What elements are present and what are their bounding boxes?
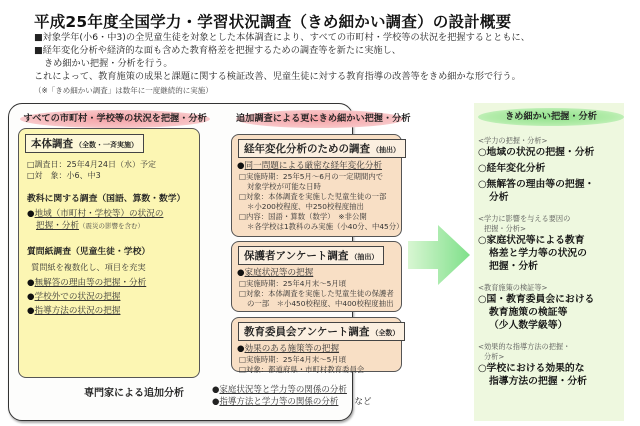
mid-pill-heading: 追加調査による更にきめ細かい把握・分析: [236, 110, 404, 128]
analysis-item-cont: 把握・分析: [489, 261, 538, 272]
parent-survey-box: [231, 241, 402, 312]
subject-bullet-cont: 把握・分析（震災の影響を含む）: [36, 221, 144, 231]
board-survey-line: □対象：都道府県・市町村教育委員会: [239, 365, 365, 374]
analysis-item-cont: 教育施策の検証等: [489, 307, 568, 318]
subject-section-heading: 教科に関する調査（国語、算数・数学）: [27, 194, 186, 204]
expert-analysis-label: 専門家による追加分析: [84, 388, 184, 399]
category-label-cont: 分析>: [484, 352, 505, 361]
main-survey-heading: 本体調査 （全数・一斉実施）: [25, 134, 144, 153]
analysis-item: ○家庭状況等による教育: [478, 235, 585, 246]
parent-survey-bullet: ●家庭状況等の把握: [237, 268, 314, 278]
analysis-item-cont: 指導方法の把握・分析: [489, 376, 587, 387]
analysis-item-cont: 格差と学力等の状況の: [489, 248, 587, 259]
expert-item: ●家庭状況等と学力等の関係の分析: [212, 385, 347, 395]
category-label: <学力に影響を与える要因の: [478, 214, 571, 223]
analysis-item: ○国・教育委員会における: [478, 294, 595, 305]
yearly-survey-line: ＊各学校は1教科のみ実施（小40分、中45分）: [247, 222, 404, 231]
yearly-survey-line: □実施時期：25年5月～6月の一定期間内で: [239, 172, 384, 181]
questionnaire-section-heading: 質問紙調査（児童生徒・学校）: [27, 247, 151, 257]
bullet-dot-icon: ●: [27, 306, 35, 316]
yearly-survey-line: ＊小200校程度、中250校程度抽出: [247, 202, 364, 211]
bullet-dot-icon: ●: [212, 385, 220, 395]
yearly-survey-line: □対象：本体調査を実施した児童生徒の一部: [239, 192, 387, 201]
bullet-dot-icon: ●: [27, 209, 35, 219]
questionnaire-bullet: ●学校外での状況の把握: [27, 292, 121, 302]
intro-line-2: ■経年変化分析や経済的な面も含めた教育格差を把握するための調査等を新たに実施し、: [34, 45, 401, 56]
intro-note: （※「きめ細かい調査」は数年に一度継続的に実施）: [34, 86, 213, 95]
expert-analysis-list: [212, 384, 371, 408]
analysis-item: ○地域の状況の把握・分析: [478, 147, 595, 158]
category-label: <学力の把握・分析>: [478, 136, 548, 145]
analysis-item-cont: 分析: [489, 192, 509, 203]
parent-survey-line: の一部 ＊小450校程度、中400校程度抽出: [247, 299, 394, 308]
yearly-survey-line: □内容：国語・算数（数学） ※非公開: [239, 212, 367, 221]
parent-survey-heading: 保護者アンケート調査 （抽出）: [238, 246, 384, 265]
board-survey-line: □実施時期：25年4月末～5月頃: [239, 355, 347, 364]
category-label: <効果的な指導方法の把握・: [478, 342, 571, 351]
parent-survey-line: □対象：本体調査を実施した児童生徒の保護者: [239, 289, 394, 298]
detailed-analysis-content: [478, 136, 624, 388]
questionnaire-text: 質問紙を複数化し、項目を充実: [31, 262, 146, 272]
intro-text: [34, 31, 530, 97]
yearly-survey-box: [231, 134, 402, 237]
subject-bullet: ●地域（市町村・学校等）の状況の: [27, 209, 164, 219]
page-title: 平成25年度全国学力・学習状況調査（きめ細かい調査）の設計概要: [34, 13, 512, 31]
bullet-dot-icon: ●: [237, 268, 245, 278]
board-survey-box: [231, 317, 402, 372]
questionnaire-bullet: ●指導方法の状況の把握: [27, 306, 121, 316]
category-label: <教育施策の検証等>: [478, 283, 548, 292]
bullet-dot-icon: ●: [237, 344, 245, 354]
intro-line-1: ■対象学年(小6・中3)の全児童生徒を対象とした本体調査により、すべての市町村・学校等の状況を把握するとともに、: [34, 32, 530, 43]
main-survey-date: □調査日：25年4月24日（水）予定: [27, 160, 157, 169]
yearly-survey-line: 対象学校が可能な日時: [247, 182, 321, 191]
bullet-dot-icon: ●: [212, 397, 220, 407]
bullet-dot-icon: ●: [27, 278, 35, 288]
main-survey-target: □対 象：小6、中3: [27, 171, 101, 180]
category-label-cont: 把握・分析>: [484, 224, 526, 233]
analysis-item: ○経年変化分析: [478, 163, 546, 174]
board-survey-heading: 教育委員会アンケート調査 （全数）: [238, 322, 405, 341]
expert-item: ●指導方法と学力等の関係の分析 など: [212, 397, 372, 407]
intro-line-4: これによって、教育施策の成果と課題に関する検証改善、児童生徒に対する教育指導の改善等をきめ細かな形で行う。: [34, 71, 521, 82]
detailed-analysis-pill: きめ細かい把握・分析: [478, 108, 624, 126]
analysis-item: ○学校における効果的な: [478, 363, 585, 374]
yearly-survey-bullet: ●同一問題による厳密な経年変化分析: [237, 161, 383, 171]
main-survey-box: [18, 128, 200, 378]
bullet-dot-icon: ●: [27, 292, 35, 302]
analysis-item: ○無解答の理由等の把握・: [478, 179, 595, 190]
yearly-survey-heading: 経年変化分析のための調査 （抽出）: [238, 139, 406, 158]
right-arrow-icon: [408, 225, 470, 285]
analysis-item-cont: （少人数学級等）: [489, 320, 568, 331]
questionnaire-bullet: ●無解答の理由等の把握・分析: [27, 278, 147, 288]
left-pill-heading: すべての市町村・学校等の状況を把握・分析: [20, 110, 210, 128]
bullet-dot-icon: ●: [237, 161, 245, 171]
parent-survey-line: □実施時期：25年4月末～5月頃: [239, 279, 347, 288]
intro-line-3: きめ細かい把握・分析を行う。: [44, 58, 173, 69]
board-survey-bullet: ●効果のある施策等の把握: [237, 344, 340, 354]
